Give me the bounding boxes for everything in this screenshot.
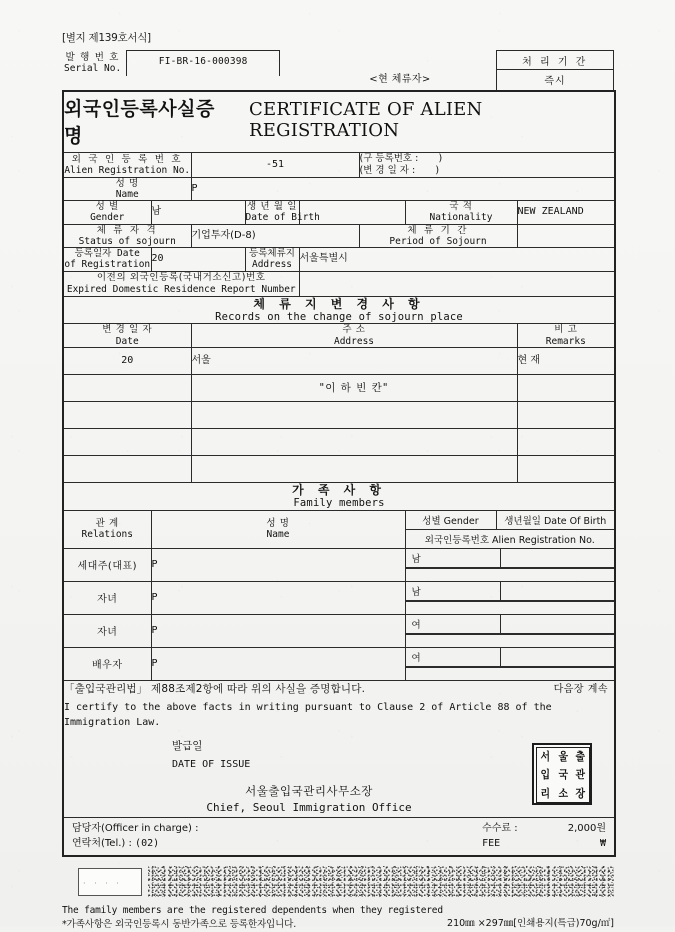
- processing-period-value: 즉시: [544, 76, 566, 87]
- family-relation-3: 배우자: [63, 647, 151, 680]
- signer-title-en: Chief, Seoul Immigration Office: [206, 801, 412, 815]
- footnote-english: The family members are the registered dependents when they registered: [62, 904, 443, 916]
- gender-label: 성 별 Gender: [63, 201, 151, 224]
- fee-currency-symbol: ₩: [600, 837, 607, 849]
- dob-label: 생 년 월 일 Date of Birth: [245, 201, 320, 224]
- table-row: [63, 647, 615, 680]
- period-label: 체 류 기 간 Period of Sojourn: [359, 224, 517, 247]
- sojourn-header-row: [63, 324, 615, 347]
- officer-fee-row: [63, 817, 615, 856]
- family-gender-dob-regno-3: [405, 647, 615, 680]
- footnotes: [62, 904, 614, 932]
- family-name-0: P: [151, 548, 405, 581]
- seal-char-8: 장: [575, 786, 586, 800]
- family-relation-1: 자녀: [63, 581, 151, 614]
- issue-date-label-en: DATE OF ISSUE: [172, 759, 251, 771]
- family-name-2: P: [151, 614, 405, 647]
- family-gender-0: 남: [406, 549, 501, 568]
- family-relation-2: 자녀: [63, 614, 151, 647]
- family-regno-2: [406, 634, 615, 647]
- sojourn-date-2: [63, 401, 191, 428]
- sojourn-col-date: 변 경 일 자 Date: [63, 324, 191, 347]
- title-cell: [63, 91, 615, 153]
- official-seal-stamp: [532, 743, 592, 805]
- seal-char-0: 서: [540, 750, 551, 764]
- change-date-value: [415, 165, 435, 177]
- fee-label-en: FEE: [482, 837, 501, 849]
- old-registration-block: [359, 153, 615, 178]
- table-row: [63, 401, 615, 428]
- table-row: [63, 455, 615, 482]
- header-strip: [62, 50, 614, 90]
- table-row: [63, 548, 615, 581]
- certificate-table: [62, 90, 616, 857]
- seal-char-2: 출: [575, 750, 586, 764]
- sojourn-banner-row: [63, 296, 615, 324]
- seal-char-3: 입: [540, 768, 551, 782]
- status-period-row: [63, 224, 615, 247]
- processing-period-box: [496, 50, 614, 90]
- serial-number-box: [62, 50, 280, 76]
- change-date-paren-close: ): [435, 164, 440, 176]
- family-col-gender: 성별 Gender: [406, 511, 497, 530]
- family-col-relation: 관 계 Relations: [63, 510, 151, 548]
- nationality-value: NEW ZEALAND: [517, 201, 615, 224]
- sojourn-col-address: 주 소 Address: [191, 324, 517, 347]
- family-gender-3: 여: [406, 648, 501, 667]
- title-english: CERTIFICATE OF ALIEN REGISTRATION: [249, 99, 483, 141]
- family-gender-dob-regno-2: [405, 614, 615, 647]
- reg-date-label: 등록일자 Date of Registration: [64, 247, 151, 271]
- family-dob-0: [501, 549, 615, 568]
- family-name-3: P: [151, 647, 405, 680]
- nationality-label: 국 적 Nationality: [405, 201, 517, 224]
- family-regno-0: [406, 568, 615, 581]
- officer-telephone: 연락처(Tel.) : (02): [72, 837, 160, 849]
- issue-date-label-kr: 발급일: [172, 740, 203, 753]
- sojourn-address-2: [191, 401, 517, 428]
- form-number: [별지 제139호서식]: [62, 32, 151, 44]
- family-regno-3: [406, 667, 615, 680]
- family-col-dob: 생년월일 Date Of Birth: [497, 511, 615, 530]
- certificate-sheet: [62, 30, 614, 932]
- family-gender-dob-regno-1: [405, 581, 615, 614]
- sojourn-date-1: [63, 374, 191, 401]
- reg-no-value: -51: [191, 153, 359, 178]
- serial-number-label: 발 행 번 호 Serial No.: [64, 52, 122, 74]
- name-label: 성 명 Name: [63, 177, 191, 200]
- certification-block: [63, 680, 615, 817]
- sojourn-banner: 체 류 지 변 경 사 항 Records on the change of sojourn place: [63, 296, 615, 324]
- sojourn-remarks-2: [517, 401, 615, 428]
- name-row: [63, 177, 615, 200]
- status-value: 기업투자(D-8): [191, 224, 359, 247]
- certification-statement-en-1: I certify to the above facts in writing pursuant to Clause 2 of Article 88 of the: [64, 702, 552, 714]
- signer-title-kr: 서울출입국관리사무소장: [245, 784, 373, 799]
- title-korean: 외국인등록사실증명: [64, 98, 215, 147]
- family-col-name: 성 명 Name: [151, 510, 405, 548]
- paper-specification: 210㎜ ×297㎜[인쇄용지(특급)70g/㎡]: [447, 917, 614, 929]
- family-gender-dob-regno-0: [405, 548, 615, 581]
- table-row: [63, 614, 615, 647]
- family-col-gender-dob-regno: [405, 510, 615, 548]
- officer-fee-cell: [63, 817, 615, 856]
- family-gender-2: 여: [406, 615, 501, 634]
- family-dob-3: [501, 648, 615, 667]
- expired-residence-label: 이전의 외국인등록(국내거소신고)번호 Expired Domestic Residence Report Number: [63, 271, 299, 296]
- table-row: [63, 374, 615, 401]
- family-dob-1: [501, 582, 615, 601]
- regdate-address-row: [63, 247, 615, 271]
- gender-dob-nationality-row: [63, 201, 615, 224]
- registration-number-row: [63, 153, 615, 178]
- family-dob-2: [501, 615, 615, 634]
- reg-date-value: 20: [151, 247, 245, 271]
- status-label: 체 류 자 격 Status of sojourn: [63, 224, 191, 247]
- bottom-scan-artifacts: [62, 866, 614, 900]
- family-header-row: [63, 510, 615, 548]
- serial-number-value: FI-BR-16-000398: [126, 50, 280, 76]
- sojourn-date-0: 20: [63, 347, 191, 374]
- seal-char-1: 울: [558, 750, 568, 764]
- change-date-label: (변 경 일 자 :: [359, 164, 416, 176]
- sojourn-address-4: [191, 455, 517, 482]
- certification-statement-kr: 「출입국관리법」 제88조제2항에 따라 위의 사실을 증명합니다.: [64, 682, 366, 695]
- sojourn-col-remarks: 비 고 Remarks: [517, 324, 615, 347]
- fee-value: 2,000원: [567, 822, 607, 834]
- seal-char-5: 관: [575, 768, 586, 782]
- family-banner: 가 족 사 항 Family members: [63, 482, 615, 510]
- sojourn-date-3: [63, 428, 191, 455]
- table-row: [63, 581, 615, 614]
- gender-value: 남: [151, 201, 245, 224]
- title-row: [63, 91, 615, 153]
- box-dots: · · · ·: [83, 878, 122, 888]
- old-reg-paren-close: ): [438, 153, 443, 164]
- expired-residence-value: [299, 271, 615, 296]
- family-banner-row: [63, 482, 615, 510]
- family-regno-1: [406, 601, 615, 614]
- sojourn-remarks-4: [517, 455, 615, 482]
- sojourn-remarks-1: [517, 374, 615, 401]
- reg-address-value: 서울특별시: [299, 247, 615, 271]
- seal-char-7: 소: [558, 786, 568, 800]
- family-gender-1: 남: [406, 582, 501, 601]
- period-value: [517, 224, 615, 247]
- family-col-regno: 외국인등록번호 Alien Registration No.: [424, 534, 595, 546]
- seal-char-4: 국: [558, 768, 568, 782]
- fee-block: [482, 821, 606, 851]
- officer-in-charge: 담당자(Officer in charge) :: [72, 822, 199, 834]
- footnote-korean: *가족사항은 외국인등록시 동반가족으로 등록한자입니다.: [62, 918, 297, 930]
- family-relation-0: 세대주(대표): [63, 548, 151, 581]
- continued-next-page: 다음장 계속: [553, 683, 609, 695]
- processing-period-label: 처 리 기 간: [497, 51, 613, 70]
- small-blank-box: [78, 868, 142, 896]
- certification-statement-en-2: Immigration Law.: [64, 717, 161, 729]
- seal-char-6: 리: [540, 786, 551, 800]
- fee-label-kr: 수수료 :: [482, 822, 518, 834]
- reg-address-label: 등록체류지 Address: [245, 247, 299, 271]
- sojourn-address-0: 서울: [191, 347, 517, 374]
- certification-row: [63, 680, 615, 817]
- expired-residence-row: [63, 271, 615, 296]
- old-reg-no-label: (구 등록번호 :: [359, 153, 419, 164]
- old-reg-no-value: [418, 153, 438, 165]
- current-resident-marker: <현 체류자>: [369, 74, 431, 85]
- sojourn-address-1: "이 하 빈 칸": [191, 374, 517, 401]
- reg-no-label: 외 국 인 등 록 번 호 Alien Registration No.: [64, 153, 191, 176]
- sojourn-address-3: [191, 428, 517, 455]
- sojourn-date-4: [63, 455, 191, 482]
- sojourn-remarks-3: [517, 428, 615, 455]
- table-row: [63, 347, 615, 374]
- table-row: [63, 428, 615, 455]
- sojourn-remarks-0: 현 재: [517, 347, 615, 374]
- family-name-1: P: [151, 581, 405, 614]
- security-pattern-strip: [148, 866, 614, 897]
- name-value: P: [191, 177, 615, 200]
